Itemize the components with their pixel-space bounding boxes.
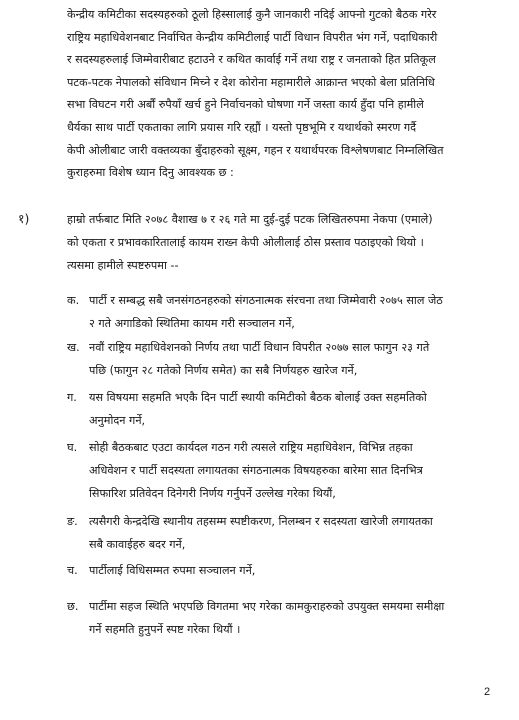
page-number: 2 bbox=[484, 686, 491, 698]
subpoint-line: सबै कावाईहरु बदर गर्ने, bbox=[89, 538, 186, 551]
subpoint-label: ग. bbox=[67, 391, 77, 404]
subpoint-label: च. bbox=[67, 564, 78, 577]
subpoint-line: २ गते अगाडिको स्थितिमा कायम गरी सञ्चालन गर्ने, bbox=[89, 317, 295, 330]
point-line: हाम्रो तर्फबाट मिति २०७८ वैशाख ७ र २६ गते मा दुई-दुई पटक लिखितरुपमा नेकपा (एमाले) bbox=[67, 213, 433, 226]
subpoint-line: सोही बैठकबाट एउटा कार्यदल गठन गरी त्यसले राष्ट्रिय महाधिवेशन, विभिन्न तहका bbox=[89, 441, 413, 454]
intro-line: धैर्यका साथ पार्टी एकताका लागि प्रयास गरि रह्यौं । यस्तो पृष्ठभूमि र यथार्थको स्मरण गर्दै bbox=[67, 120, 417, 134]
point-line: को एकता र प्रभावकारितालाई कायम राख्न केपी ओलीलाई ठोस प्रस्ताव पठाइएको थियो । bbox=[67, 236, 424, 249]
intro-paragraph bbox=[67, 4, 499, 185]
subpoint-line: नवौं राष्ट्रिय महाधिवेशनको निर्णय तथा पार्टी विधान विपरीत २०७७ साल फागुन २३ गते bbox=[89, 341, 430, 354]
subpoint-line: पछि (फागुन २८ गतेको निर्णय समेत) का सबै निर्णयहरु खारेज गर्ने, bbox=[89, 364, 358, 377]
intro-line: सभा विघटन गरी अर्बौं रुपैयाँ खर्च हुने निर्वाचनको घोषणा गर्ने जस्ता कार्य हुँदा पनि हामीले bbox=[67, 98, 424, 112]
subpoint-line: यस विषयमा सहमति भएकै दिन पार्टी स्थायी कमिटीको बैठक बोलाई उक्त सहमतिको bbox=[89, 391, 427, 404]
subpoint-line: सिफारिश प्रतिवेदन दिनेगरी निर्णय गर्नुपर्ने उल्लेख गरेका थियौं, bbox=[89, 487, 336, 500]
subpoint-label: ङ. bbox=[67, 515, 78, 528]
point-number: १) bbox=[18, 211, 30, 226]
intro-line: राष्ट्रिय महाधिवेशनबाट निर्वाचित केन्द्रीय कमिटीलाई पार्टी विधान विपरीत भंग गर्ने, पदाधिकारी bbox=[67, 30, 438, 44]
subpoint-line: अनुमोदन गर्ने, bbox=[89, 414, 146, 427]
point-line: त्यसमा हामीले स्पष्टरुपमा -- bbox=[67, 259, 179, 272]
subpoint-line: पार्टीलाई विधिसम्मत रुपमा सञ्चालन गर्ने, bbox=[89, 564, 256, 577]
subpoint-line: अधिवेशन र पार्टी सदस्यता लगायतका संगठनात्मक विषयहरुका बारेमा सात दिनभित्र bbox=[89, 464, 423, 477]
intro-line: कुराहरुमा विशेष ध्यान दिनु आवश्यक छ : bbox=[67, 166, 234, 180]
subpoint-line: पार्टी र सम्बद्ध सबै जनसंगठनहरुको संगठनात्मक संरचना तथा जिम्मेवारी २०७५ साल जेठ bbox=[89, 294, 443, 307]
intro-line: केन्द्रीय कमिटीका सदस्यहरुको ठूलो हिस्सालाई कुनै जानकारी नदिई आफ्नो गुटको बैठक गरेर bbox=[67, 8, 437, 21]
intro-line: पटक-पटक नेपालको संविधान मिच्ने र देश कोरोना महामारीले आक्रान्त भएको बेला प्रतिनिधि bbox=[67, 75, 435, 89]
subpoint-label: छ. bbox=[67, 600, 79, 613]
point-paragraph bbox=[67, 208, 499, 277]
subpoint-label: क. bbox=[67, 294, 80, 307]
subpoint-line: पार्टीमा सहज स्थिति भएपछि विगतमा भए गरेका कामकुराहरुको उपयुक्त समयमा समीक्षा bbox=[89, 600, 445, 613]
subpoint-line: गर्ने सहमति हुनुपर्ने स्पष्ट गरेका थियौं । bbox=[89, 623, 241, 636]
subpoint-label: घ. bbox=[67, 441, 78, 454]
subpoint-label: ख. bbox=[67, 341, 80, 354]
intro-line: केपी ओलीबाट जारी वक्तव्यका बुँदाहरुको सूक्ष्म, गहन र यथार्थपरक विश्लेषणबाट निम्नलिखित bbox=[67, 143, 444, 157]
intro-line: र सदस्यहरुलाई जिम्मेवारीबाट हटाउने र कथित कार्वाई गर्ने तथा राष्ट्र र जनताको हित प्रतिकूल bbox=[67, 53, 436, 67]
subpoint-line: त्यसैगरी केन्द्रदेखि स्थानीय तहसम्म स्पष्टीकरण, निलम्बन र सदस्यता खारेजी लगायतका bbox=[89, 515, 433, 528]
